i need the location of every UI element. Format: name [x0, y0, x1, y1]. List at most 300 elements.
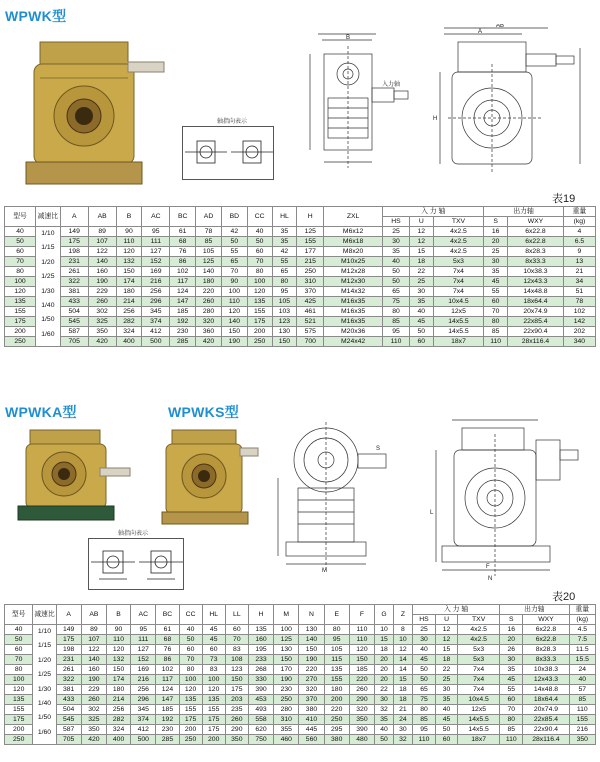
table-row — [5, 277, 596, 287]
t19-h-ac: AC — [142, 207, 170, 227]
wpwk-front-label-a: A — [478, 29, 483, 35]
table-cell: 28x116.4 — [523, 735, 569, 745]
wpwka-front-drawing — [428, 414, 596, 584]
table-cell: 110 — [349, 635, 374, 645]
t19-h-txv: TXV — [433, 217, 484, 227]
table-cell: 120 — [179, 685, 202, 695]
table-cell: 50 — [412, 675, 435, 685]
table-cell: 100 — [5, 675, 33, 685]
table-cell: 14x5.5 — [458, 715, 500, 725]
table-cell: 177 — [297, 247, 324, 257]
table-cell: 132 — [106, 655, 130, 665]
table-cell: 445 — [299, 725, 324, 735]
t19-h-weight-unit: (kg) — [563, 217, 595, 227]
table-cell: 169 — [142, 267, 170, 277]
table-cell: 30 — [500, 655, 523, 665]
t20-h-bc: BC — [156, 605, 179, 625]
table-cell: 150 — [116, 267, 142, 277]
table-cell: 102 — [156, 665, 179, 675]
t19-h-model: 型号 — [5, 207, 36, 227]
table-cell: 250 — [179, 735, 202, 745]
table-cell: 80 — [412, 705, 435, 715]
table-row — [5, 227, 596, 237]
table-cell: 50 — [5, 635, 33, 645]
table-cell: 111 — [142, 237, 170, 247]
t19-h-b: B — [116, 207, 142, 227]
table-cell: 10x38.3 — [508, 267, 564, 277]
t19-h-ad: AD — [196, 207, 222, 227]
table-cell: 70 — [500, 705, 523, 715]
table-cell: 85 — [500, 725, 523, 735]
ratio-value: 1/15 — [37, 642, 52, 650]
table-cell: 504 — [56, 705, 81, 715]
t19-h-cc: CC — [247, 207, 272, 227]
table-row — [5, 665, 596, 675]
table-cell: 302 — [81, 705, 106, 715]
table-cell: 235 — [225, 705, 248, 715]
table-cell: 410 — [299, 715, 324, 725]
table-cell: 202 — [563, 327, 595, 337]
table-cell: 7x4 — [433, 287, 484, 297]
table19 — [4, 206, 596, 347]
table-cell: 135 — [247, 297, 272, 307]
table-cell: 160 — [248, 635, 273, 645]
table-cell: 620 — [248, 725, 273, 735]
table-cell: 325 — [81, 715, 106, 725]
table-cell: 175 — [202, 725, 225, 735]
wpwks-photo — [160, 428, 260, 528]
table-cell: 80 — [5, 267, 36, 277]
table-cell: 35 — [436, 695, 458, 705]
table-cell: 127 — [142, 247, 170, 257]
table-cell: 295 — [324, 725, 349, 735]
table-cell: 12x43.3 — [523, 675, 569, 685]
table-cell: 320 — [299, 685, 324, 695]
table-cell: 170 — [274, 665, 299, 675]
table-cell: 34 — [563, 277, 595, 287]
table-cell: 6x22.8 — [523, 625, 569, 635]
wpwk-photo — [20, 34, 168, 194]
table-cell: M8x20 — [324, 247, 383, 257]
table-cell: 14 — [393, 655, 412, 665]
table-cell: 86 — [170, 257, 196, 267]
wpwk-title: WPWK型 — [5, 8, 67, 24]
table-cell: 229 — [81, 685, 106, 695]
t20-h-n: N — [299, 605, 324, 625]
table-cell: 500 — [142, 337, 170, 347]
table-cell: 12 — [436, 625, 458, 635]
table-cell: 12 — [409, 237, 433, 247]
table-cell: 4x2.5 — [433, 227, 484, 237]
t20-h-z: Z — [393, 605, 412, 625]
t20-h-weight: 重量 — [569, 605, 595, 615]
table-cell: 504 — [60, 307, 88, 317]
table-cell: 83 — [202, 665, 225, 675]
table-cell: 30 — [409, 287, 433, 297]
table-cell: 83 — [225, 645, 248, 655]
table-cell: 68 — [170, 237, 196, 247]
table-cell: 10 — [375, 625, 394, 635]
table-cell: 412 — [142, 327, 170, 337]
table-cell: 73 — [202, 655, 225, 665]
table-cell: 231 — [60, 257, 88, 267]
table-cell: 40 — [412, 645, 435, 655]
table-cell: 20 — [375, 665, 394, 675]
table-cell: 155 — [179, 705, 202, 715]
table-cell: 65 — [272, 267, 297, 277]
table-cell: 5x3 — [433, 257, 484, 267]
table-row — [5, 655, 596, 665]
wpwka-title: WPWKA型 — [5, 404, 77, 420]
table-cell: 216 — [131, 675, 156, 685]
table-cell: 390 — [349, 725, 374, 735]
table-cell: 256 — [131, 685, 156, 695]
table-cell: 400 — [106, 735, 130, 745]
table-cell: 110 — [221, 297, 247, 307]
table-cell: 50 — [179, 635, 202, 645]
table-cell: 65 — [412, 685, 435, 695]
table-cell: 250 — [274, 695, 299, 705]
t19-h-wxy: WXY — [508, 217, 564, 227]
table-cell: 45 — [500, 675, 523, 685]
table-cell: 460 — [274, 735, 299, 745]
table-cell: 587 — [60, 327, 88, 337]
table-cell: 8x28.3 — [508, 247, 564, 257]
table-cell: 10x4.5 — [433, 297, 484, 307]
table-cell: 80 — [247, 267, 272, 277]
t19-h-hs: HS — [383, 217, 410, 227]
table-cell: 14x48.8 — [523, 685, 569, 695]
table-cell: 420 — [81, 735, 106, 745]
table-cell: 80 — [484, 317, 508, 327]
table-cell: 192 — [156, 715, 179, 725]
table-cell: 220 — [196, 287, 222, 297]
t20-h-e: E — [324, 605, 349, 625]
table-cell: 340 — [563, 337, 595, 347]
ratio-value: 1/50 — [37, 714, 52, 722]
table-cell: 50 — [409, 327, 433, 337]
table-cell: 40 — [569, 675, 595, 685]
table-cell: 89 — [88, 227, 116, 237]
table-cell: 12 — [436, 635, 458, 645]
table-cell: 155 — [5, 307, 36, 317]
table-cell: 135 — [5, 695, 33, 705]
table-cell: 214 — [116, 297, 142, 307]
table-cell: 125 — [274, 635, 299, 645]
table-cell: 20 — [375, 655, 394, 665]
t20-h-txv: TXV — [458, 615, 500, 625]
table-cell: 180 — [196, 277, 222, 287]
table-cell: 123 — [225, 665, 248, 675]
table-cell: 89 — [81, 625, 106, 635]
table-cell: 150 — [221, 327, 247, 337]
ratio-value: 1/40 — [37, 699, 52, 707]
table-cell: 140 — [88, 257, 116, 267]
table-cell: 45 — [409, 317, 433, 327]
table-cell: 285 — [170, 337, 196, 347]
t20-h-hs: HS — [412, 615, 435, 625]
table-cell: 296 — [131, 695, 156, 705]
table-cell: 381 — [60, 287, 88, 297]
table-cell: 90 — [116, 227, 142, 237]
ratio-value: 1/60 — [37, 728, 52, 736]
t20-body — [5, 625, 596, 745]
table-cell: 75 — [412, 695, 435, 705]
table-cell: 260 — [196, 297, 222, 307]
table-cell: 12x5 — [458, 705, 500, 715]
t19-h-hl: HL — [272, 207, 297, 227]
table-cell: 57 — [569, 685, 595, 695]
table-cell: 390 — [248, 685, 273, 695]
table-cell: 42 — [272, 247, 297, 257]
table-cell: 80 — [272, 277, 297, 287]
table-cell: 105 — [324, 645, 349, 655]
table-cell: 110 — [116, 237, 142, 247]
table-cell: M10x25 — [324, 257, 383, 267]
table-cell: 282 — [116, 317, 142, 327]
table-cell: 30 — [436, 685, 458, 695]
table-cell: 12x43.3 — [508, 277, 564, 287]
table-cell: 350 — [569, 735, 595, 745]
table-cell: 110 — [484, 337, 508, 347]
ratio-value: 1/50 — [41, 316, 55, 324]
table-cell: 15.5 — [569, 655, 595, 665]
table-cell: 25 — [484, 247, 508, 257]
table-cell: 290 — [225, 725, 248, 735]
table-row — [5, 695, 596, 705]
ratio-value: 1/20 — [37, 656, 52, 664]
table-cell: 60 — [5, 645, 33, 655]
table-cell: 45 — [202, 635, 225, 645]
table-cell: 14x5.5 — [433, 327, 484, 337]
table-cell: M24x42 — [324, 337, 383, 347]
table-cell: 135 — [248, 625, 273, 635]
table-cell: 103 — [272, 307, 297, 317]
table-cell: 35 — [484, 267, 508, 277]
table-cell: 250 — [247, 337, 272, 347]
table-cell: 195 — [248, 645, 273, 655]
table-cell: 80 — [179, 665, 202, 675]
t20-h-u: U — [436, 615, 458, 625]
table-cell: 150 — [274, 655, 299, 665]
wpwka-front-label-n: N — [488, 576, 493, 582]
table-cell: 296 — [142, 297, 170, 307]
table-cell: 32 — [393, 735, 412, 745]
wpwka-side-drawing — [272, 418, 412, 578]
table-cell: 260 — [349, 685, 374, 695]
table-cell: 180 — [106, 685, 130, 695]
table-cell: 150 — [106, 665, 130, 675]
table-cell: 433 — [56, 695, 81, 705]
table-cell: 95 — [412, 725, 435, 735]
table-cell: 175 — [5, 715, 33, 725]
table-cell: 24 — [393, 715, 412, 725]
wpwk-side-drawing — [302, 28, 414, 174]
table-cell: 60 — [484, 297, 508, 307]
t19-body — [5, 227, 596, 347]
table-cell: 21 — [563, 267, 595, 277]
table-cell: 149 — [60, 227, 88, 237]
table-cell: 345 — [131, 705, 156, 715]
table-cell: 15 — [436, 645, 458, 655]
t19-h-a: A — [60, 207, 88, 227]
table-cell: 453 — [248, 695, 273, 705]
table-cell: 110 — [412, 735, 435, 745]
table-cell: 75 — [383, 297, 410, 307]
table-cell: 120 — [349, 645, 374, 655]
table-cell: 20x74.9 — [508, 307, 564, 317]
table-cell: 22x90.4 — [508, 327, 564, 337]
table-cell: 45 — [484, 277, 508, 287]
table-cell: 61 — [156, 625, 179, 635]
table-cell: 110 — [383, 337, 410, 347]
table-cell: 15 — [393, 675, 412, 685]
table-cell: 117 — [170, 277, 196, 287]
table-cell: 22 — [409, 267, 433, 277]
table-cell: 558 — [248, 715, 273, 725]
table-cell: 86 — [156, 655, 179, 665]
table-row — [5, 635, 596, 645]
t20-h-output: 出力轴 — [500, 605, 569, 615]
t20-h-a: A — [56, 605, 81, 625]
table-cell: 200 — [179, 725, 202, 735]
table-cell: 175 — [225, 685, 248, 695]
table-cell: 45 — [436, 715, 458, 725]
table-cell: 120 — [5, 685, 33, 695]
table-row — [5, 257, 596, 267]
table-cell: 45 — [202, 625, 225, 635]
table-cell: 65 — [221, 257, 247, 267]
table-cell: 220 — [324, 705, 349, 715]
table-cell: 50 — [436, 725, 458, 735]
table-cell: 185 — [349, 665, 374, 675]
table-cell: 150 — [299, 645, 324, 655]
wpwka-front-label-f: F — [486, 564, 490, 570]
table-cell: 115 — [324, 655, 349, 665]
table-cell: 280 — [274, 705, 299, 715]
table-cell: 324 — [116, 327, 142, 337]
table-cell: 13 — [563, 257, 595, 267]
table-cell: 28x116.4 — [508, 337, 564, 347]
table-cell: 374 — [142, 317, 170, 327]
table-cell: 185 — [170, 307, 196, 317]
wpwk-rotation-caption: 轴指向表示 — [217, 119, 248, 125]
table-cell: 7x4 — [433, 267, 484, 277]
table-cell: 290 — [349, 695, 374, 705]
table-cell: 370 — [299, 695, 324, 705]
table-cell: 25 — [409, 277, 433, 287]
table-cell: 12 — [409, 227, 433, 237]
table-cell: 85 — [196, 237, 222, 247]
table-cell: 200 — [247, 327, 272, 337]
t19-h-h: H — [297, 207, 324, 227]
ratio-value: 1/15 — [41, 244, 55, 252]
table-cell: 6.5 — [563, 237, 595, 247]
table-cell: 230 — [274, 685, 299, 695]
table-cell: 198 — [60, 247, 88, 257]
table-cell: 30 — [383, 237, 410, 247]
table-cell: 140 — [299, 635, 324, 645]
table-cell: 95 — [383, 327, 410, 337]
table-cell: M12x28 — [324, 267, 383, 277]
table-row — [5, 645, 596, 655]
table-cell: 110 — [500, 735, 523, 745]
table-cell: 6x22.8 — [508, 227, 564, 237]
ratio-column — [33, 625, 56, 745]
table-cell: 125 — [297, 227, 324, 237]
table-cell: 175 — [60, 237, 88, 247]
table-cell: 35 — [375, 715, 394, 725]
table-cell: 14x5.5 — [458, 725, 500, 735]
table-cell: 268 — [248, 665, 273, 675]
table-cell: 545 — [60, 317, 88, 327]
ratio-value: 1/30 — [37, 685, 52, 693]
table-cell: 80 — [383, 307, 410, 317]
table-cell: 15 — [375, 635, 394, 645]
table-cell: 85 — [484, 327, 508, 337]
table-cell: 214 — [106, 695, 130, 705]
t19-h-output: 出力轴 — [484, 207, 564, 217]
table-cell: 152 — [131, 655, 156, 665]
table-cell: 18x64.4 — [508, 297, 564, 307]
table-cell: 461 — [297, 307, 324, 317]
table-cell: 7x4 — [433, 277, 484, 287]
t20-h-weight-unit: (kg) — [569, 615, 595, 625]
table-cell: 380 — [324, 735, 349, 745]
table-cell: M16x35 — [324, 297, 383, 307]
table-cell: 78 — [196, 227, 222, 237]
ratio-value: 1/20 — [41, 258, 55, 266]
table-cell: 260 — [88, 297, 116, 307]
table-cell: 261 — [56, 665, 81, 675]
table-cell: 8 — [393, 625, 412, 635]
table-row — [5, 307, 596, 317]
table-cell: 135 — [179, 695, 202, 705]
t19-h-zxl: ZXL — [324, 207, 383, 227]
table-cell: 190 — [274, 675, 299, 685]
table-cell: 60 — [436, 735, 458, 745]
table-cell: 256 — [142, 287, 170, 297]
table-cell: 190 — [81, 675, 106, 685]
table-cell: 185 — [156, 705, 179, 715]
table-cell: 40 — [375, 725, 394, 735]
table-cell: 85 — [383, 317, 410, 327]
table-cell: 200 — [5, 327, 36, 337]
table-cell: 80 — [324, 625, 349, 635]
table-cell: 350 — [225, 735, 248, 745]
table-cell: 174 — [116, 277, 142, 287]
table-row — [5, 685, 596, 695]
table-cell: M20x36 — [324, 327, 383, 337]
table-cell: 705 — [56, 735, 81, 745]
table-cell: 400 — [116, 337, 142, 347]
table-cell: 30 — [484, 257, 508, 267]
wpwka-photo — [14, 428, 134, 524]
table-row — [5, 287, 596, 297]
table-cell: 61 — [170, 227, 196, 237]
table-cell: 45 — [412, 655, 435, 665]
t19-h-s: S — [484, 217, 508, 227]
table-cell: 4x2.5 — [433, 247, 484, 257]
table-cell: 70 — [247, 257, 272, 267]
table-cell: 110 — [349, 625, 374, 635]
table-cell: 250 — [5, 337, 36, 347]
table-cell: 175 — [247, 317, 272, 327]
table-cell: 55 — [272, 257, 297, 267]
table-cell: 203 — [225, 695, 248, 705]
table-cell: 20 — [375, 675, 394, 685]
table-cell: 80 — [500, 715, 523, 725]
